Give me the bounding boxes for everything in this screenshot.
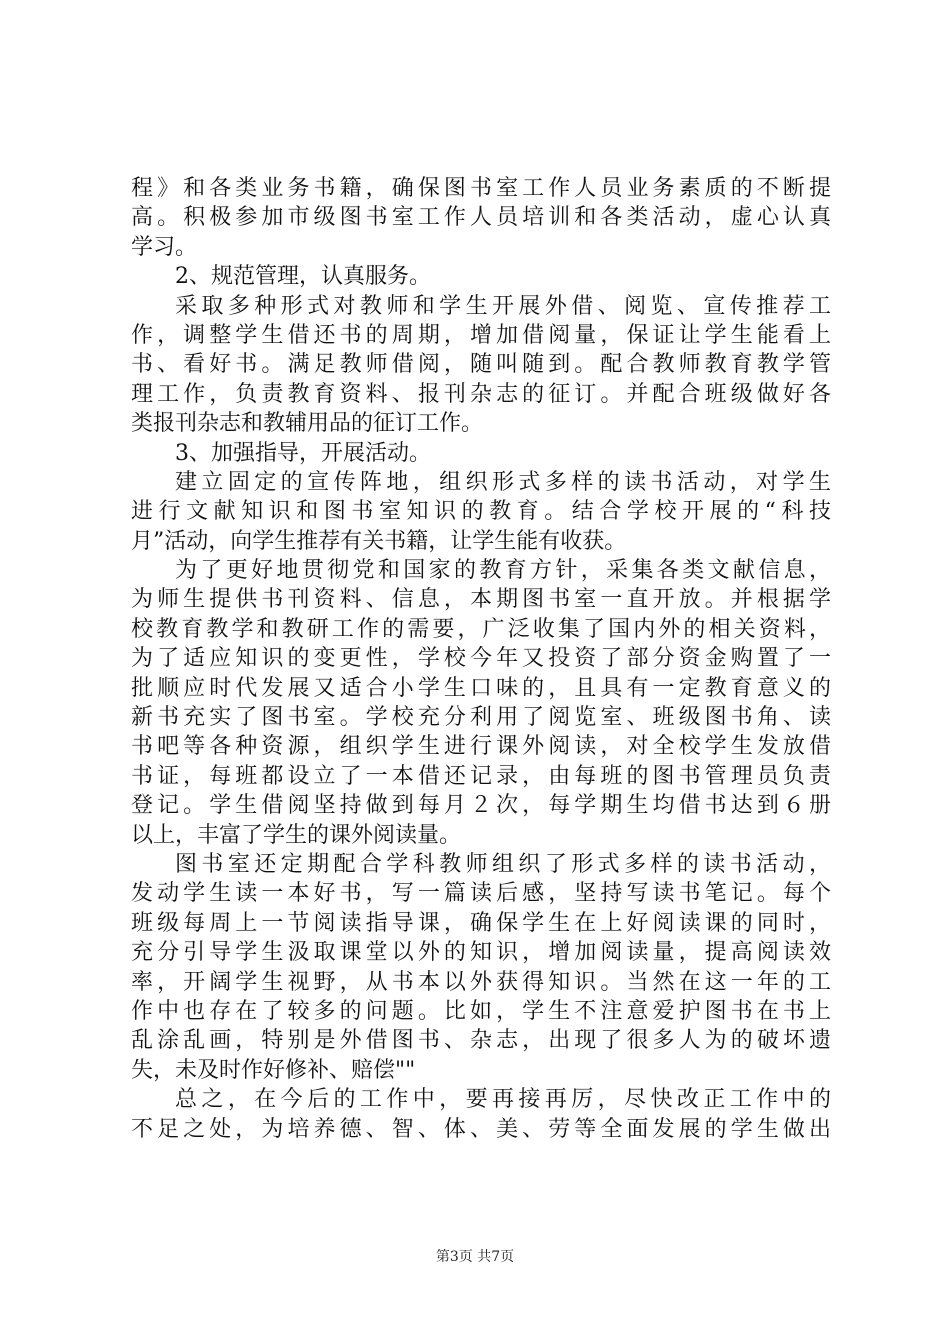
text-line: 书吧等各种资源，组织学生进行课外阅读，对全校学生发放借 — [131, 734, 831, 760]
document-body — [131, 174, 831, 1144]
text-line: 新书充实了图书室。学校充分利用了阅览室、班级图书角、读 — [131, 705, 831, 731]
text-line: 图书室还定期配合学科教师组织了形式多样的读书活动， — [175, 851, 831, 877]
text-line: 类报刊杂志和教辅用品的征订工作。 — [131, 411, 484, 437]
section-heading: 3、加强指导，开展活动。 — [175, 440, 431, 466]
text-line: 月”活动，向学生推荐有关书籍，让学生能有收获。 — [131, 528, 627, 554]
text-line: 理工作，负责教育资料、报刊杂志的征订。并配合班级做好各 — [131, 381, 831, 407]
text-line: 书证，每班都设立了一本借还记录，由每班的图书管理员负责 — [131, 763, 831, 789]
text-line: 乱涂乱画，特别是外借图书、杂志，出现了很多人为的破坏遗 — [131, 1028, 831, 1054]
text-line: 为了适应知识的变更性，学校今年又投资了部分资金购置了一 — [131, 646, 831, 672]
text-line: 书、看好书。满足教师借阅，随叫随到。配合教师教育教学管 — [131, 352, 831, 378]
text-line: 为了更好地贯彻党和国家的教育方针，采集各类文献信息， — [175, 558, 831, 584]
text-line: 失，未及时作好修补、赔偿"" — [131, 1057, 416, 1083]
text-line: 程》和各类业务书籍，确保图书室工作人员业务素质的不断提 — [131, 176, 831, 201]
text-line: 进行文献知识和图书室知识的教育。结合学校开展的“科技 — [131, 499, 831, 525]
text-line: 总之，在今后的工作中，要再接再厉，尽快改正工作中的 — [175, 1087, 831, 1113]
text-line: 登记。学生借阅坚持做到每月２次，每学期生均借书达到６册 — [131, 793, 831, 819]
page-number-footer: 第3页 共7页 — [435, 1249, 515, 1265]
text-line: 学习。 — [131, 234, 198, 260]
text-line: 率，开阔学生视野，从书本以外获得知识。当然在这一年的工 — [131, 969, 831, 995]
text-line: 以上，丰富了学生的课外阅读量。 — [131, 822, 462, 848]
text-line: 不足之处，为培养德、智、体、美、劳等全面发展的学生做出 — [131, 1116, 831, 1142]
text-line: 校教育教学和教研工作的需要，广泛收集了国内外的相关资料， — [131, 616, 831, 642]
text-line: 发动学生读一本好书，写一篇读后感，坚持写读书笔记。每个 — [131, 881, 831, 907]
section-heading: 2、规范管理，认真服务。 — [175, 264, 431, 290]
text-line: 建立固定的宣传阵地，组织形式多样的读书活动，对学生 — [175, 469, 831, 495]
text-line: 作，调整学生借还书的周期，增加借阅量，保证让学生能看上 — [131, 322, 831, 348]
text-line: 作中也存在了较多的问题。比如，学生不注意爱护图书在书上 — [131, 998, 831, 1024]
text-line: 班级每周上一节阅读指导课，确保学生在上好阅读课的同时， — [131, 910, 831, 936]
text-line: 批顺应时代发展又适合小学生口味的，且具有一定教育意义的 — [131, 675, 831, 701]
text-line: 充分引导学生汲取课堂以外的知识，增加阅读量，提高阅读效 — [131, 940, 831, 966]
text-line: 采取多种形式对教师和学生开展外借、阅览、宣传推荐工 — [175, 293, 831, 319]
text-line: 高。积极参加市级图书室工作人员培训和各类活动，虚心认真 — [131, 205, 831, 231]
text-line: 为师生提供书刊资料、信息，本期图书室一直开放。并根据学 — [131, 587, 831, 613]
